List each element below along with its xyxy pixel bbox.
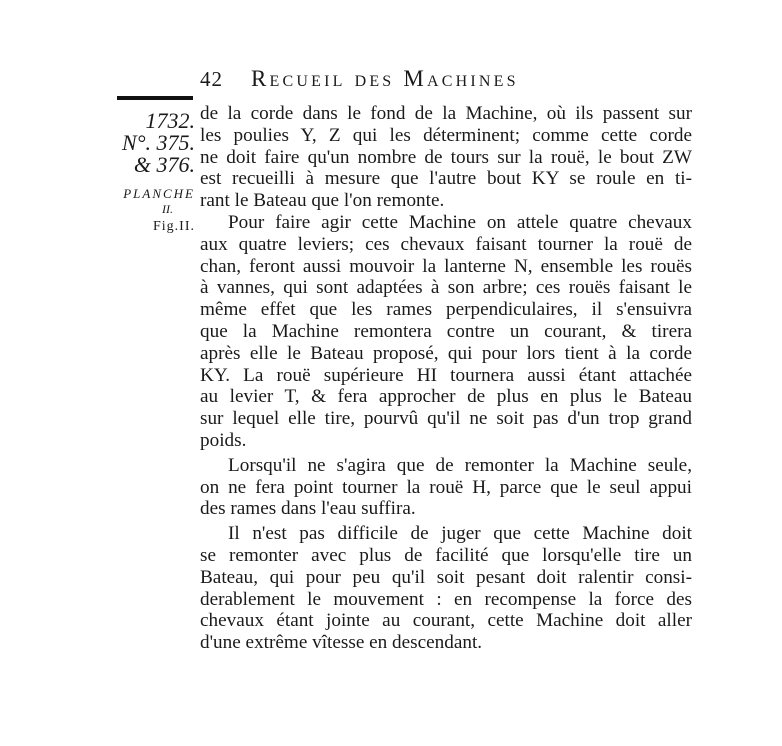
text-line: chan, feront aussi mouvoir la lanterne N, ensemble les rouës — [200, 255, 692, 277]
paragraph-1 — [200, 103, 692, 212]
margin-notes — [110, 110, 195, 236]
text-line: rant le Bateau que l'on remonte. — [200, 190, 445, 212]
text-line: des rames dans l'eau suffira. — [200, 498, 416, 520]
margin-figure: Fig.II. — [153, 219, 195, 234]
text-line: derablement le mouvement : en recompense la force des — [200, 588, 692, 610]
margin-number-2: & 376. — [133, 152, 195, 177]
text-line: les poulies Y, Z qui les déterminent; comme cette corde — [200, 124, 692, 146]
text-line: aux quatre leviers; ces chevaux faisant tourner la rouë de — [200, 233, 692, 255]
margin-year: 1732. — [145, 108, 195, 133]
text-line: Lorsqu'il ne s'agira que de remonter la Machine seule, — [228, 454, 692, 476]
paragraph-4 — [200, 523, 692, 654]
text-line: Il n'est pas difficile de juger que cette Machine doit — [228, 523, 692, 545]
margin-planche-number: II. — [162, 202, 173, 216]
body-text — [200, 103, 692, 654]
running-title: Recueil des Machines — [251, 66, 519, 91]
text-line: à vannes, qui sont adaptées à son arbre; ces rouës faisant le — [200, 277, 692, 299]
text-line: après elle le Bateau proposé, qui pour lors tient à la corde — [200, 342, 692, 364]
text-line: Bateau, qui pour peu qu'il soit pesant doit ralentir consi- — [200, 566, 692, 588]
margin-planche: PLANCHE — [123, 186, 195, 201]
header-rule — [117, 96, 193, 100]
text-line: que la Machine remontera contre un courant, & tirera — [200, 320, 692, 342]
paragraph-3 — [200, 455, 692, 520]
text-line: est recueilli à mesure que l'autre bout KY se roule en ti- — [200, 168, 692, 190]
text-line: on ne fera point tourner la rouë H, parce que le seul appui — [200, 476, 692, 498]
text-line: d'une extrême vîtesse en descendant. — [200, 632, 483, 654]
text-line: de la corde dans le fond de la Machine, où ils passent sur — [200, 103, 692, 124]
text-line: ne doit faire qu'un nombre de tours sur la rouë, le bout ZW — [200, 146, 692, 168]
text-line: chevaux étant jointe au courant, cette Machine doit aller — [200, 610, 692, 632]
text-line: Pour faire agir cette Machine on attele quatre chevaux — [228, 211, 692, 233]
text-line: au levier T, & fera approcher de plus en plus le Bateau — [200, 386, 692, 408]
page-number: 42 — [200, 67, 223, 91]
text-line: se remonter avec plus de facilité que lorsqu'elle tire un — [200, 544, 692, 566]
page-header — [200, 66, 680, 94]
text-line: sur lequel elle tire, pourvû qu'il ne soit pas d'un trop grand — [200, 408, 692, 430]
text-line: KY. La rouë supérieure HI tournera aussi étant attachée — [200, 364, 692, 386]
paragraph-2 — [200, 212, 692, 452]
text-line: poids. — [200, 429, 247, 451]
margin-number-1: N°. 375. — [122, 130, 195, 155]
text-line: même effet que les rames perpendiculaires, il s'ensuivra — [200, 299, 692, 321]
